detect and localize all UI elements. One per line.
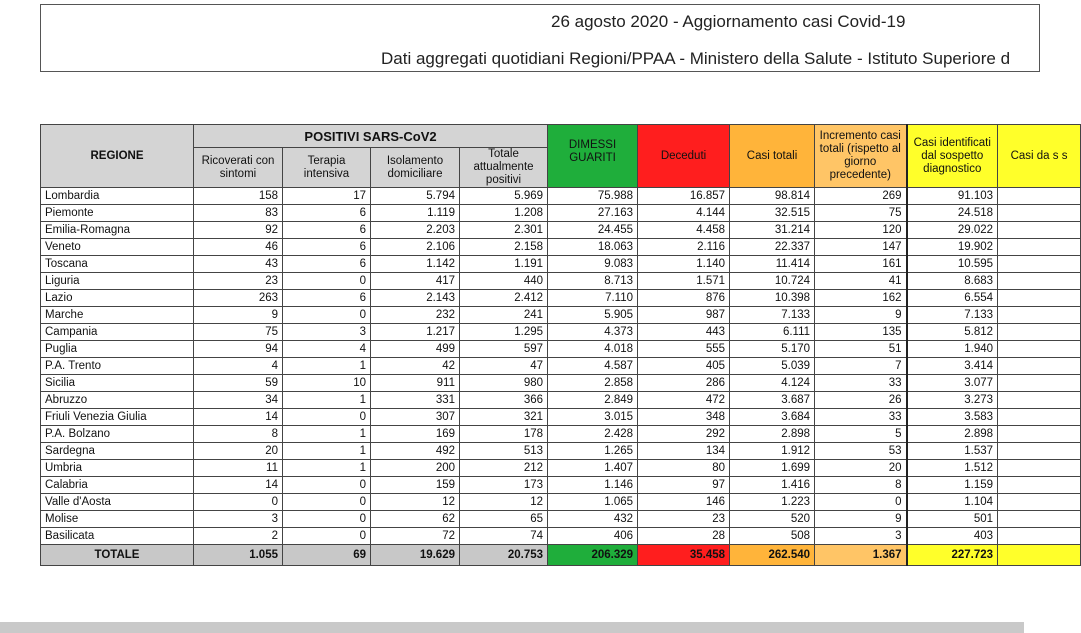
- cell-casi-totali: 10.724: [730, 273, 815, 290]
- cell-casi-totali: 3.687: [730, 392, 815, 409]
- cell-ricoverati: 263: [194, 290, 283, 307]
- cell-dimessi: 3.015: [548, 409, 638, 426]
- cell-ricoverati: 14: [194, 477, 283, 494]
- covid-table-container: [40, 124, 1068, 602]
- cell-deceduti: 97: [638, 477, 730, 494]
- cell-ricoverati: 59: [194, 375, 283, 392]
- cell-deceduti: 1.140: [638, 256, 730, 273]
- cell-totale-positivi: 513: [460, 443, 548, 460]
- table-row: [41, 494, 1081, 511]
- cell-sospetto: 5.812: [907, 324, 998, 341]
- table-row: [41, 528, 1081, 545]
- cell-deceduti: 28: [638, 528, 730, 545]
- cell-totale-positivi: 1.191: [460, 256, 548, 273]
- cell-incremento: 51: [815, 341, 907, 358]
- cell-isolamento: 169: [371, 426, 460, 443]
- cell-sospetto: 10.595: [907, 256, 998, 273]
- cell-terapia: 0: [283, 273, 371, 290]
- cell-regione: P.A. Bolzano: [41, 426, 194, 443]
- cell-isolamento: 159: [371, 477, 460, 494]
- cell-dimessi: 1.407: [548, 460, 638, 477]
- cell-casi-totali: 11.414: [730, 256, 815, 273]
- cell-incremento: 0: [815, 494, 907, 511]
- cell-terapia: 6: [283, 205, 371, 222]
- cell-sospetto: 1.537: [907, 443, 998, 460]
- cell-dimessi: 18.063: [548, 239, 638, 256]
- cell-dimessi: 4.587: [548, 358, 638, 375]
- total-cell-sospetto: 227.723: [907, 545, 998, 566]
- cell-dimessi: 1.065: [548, 494, 638, 511]
- cell-deceduti: 23: [638, 511, 730, 528]
- col-header-deceduti: Deceduti: [638, 125, 730, 188]
- cell-incremento: 26: [815, 392, 907, 409]
- cell-regione: Basilicata: [41, 528, 194, 545]
- cell-deceduti: 134: [638, 443, 730, 460]
- cell-terapia: 6: [283, 290, 371, 307]
- bottom-scroll-strip: [0, 622, 1024, 633]
- cell-dimessi: 406: [548, 528, 638, 545]
- cell-screening: [998, 273, 1081, 290]
- cell-incremento: 5: [815, 426, 907, 443]
- cell-incremento: 162: [815, 290, 907, 307]
- cell-incremento: 120: [815, 222, 907, 239]
- cell-deceduti: 4.458: [638, 222, 730, 239]
- cell-ricoverati: 75: [194, 324, 283, 341]
- col-header-isolamento: Isolamento domiciliare: [371, 148, 460, 188]
- col-header-ricoverati: Ricoverati con sintomi: [194, 148, 283, 188]
- cell-deceduti: 348: [638, 409, 730, 426]
- cell-screening: [998, 222, 1081, 239]
- cell-deceduti: 2.116: [638, 239, 730, 256]
- cell-incremento: 9: [815, 307, 907, 324]
- cell-regione: Lazio: [41, 290, 194, 307]
- cell-deceduti: 876: [638, 290, 730, 307]
- cell-sospetto: 8.683: [907, 273, 998, 290]
- cell-dimessi: 75.988: [548, 188, 638, 205]
- cell-isolamento: 307: [371, 409, 460, 426]
- cell-totale-positivi: 980: [460, 375, 548, 392]
- table-row: [41, 290, 1081, 307]
- cell-dimessi: 2.849: [548, 392, 638, 409]
- cell-ricoverati: 14: [194, 409, 283, 426]
- cell-isolamento: 232: [371, 307, 460, 324]
- cell-totale-positivi: 366: [460, 392, 548, 409]
- total-cell-totale-positivi: 20.753: [460, 545, 548, 566]
- table-row: [41, 341, 1081, 358]
- cell-totale-positivi: 47: [460, 358, 548, 375]
- cell-casi-totali: 1.699: [730, 460, 815, 477]
- cell-casi-totali: 4.124: [730, 375, 815, 392]
- cell-isolamento: 2.203: [371, 222, 460, 239]
- cell-incremento: 7: [815, 358, 907, 375]
- cell-incremento: 75: [815, 205, 907, 222]
- cell-casi-totali: 1.223: [730, 494, 815, 511]
- cell-ricoverati: 0: [194, 494, 283, 511]
- cell-sospetto: 6.554: [907, 290, 998, 307]
- cell-terapia: 3: [283, 324, 371, 341]
- cell-terapia: 0: [283, 477, 371, 494]
- cell-isolamento: 1.119: [371, 205, 460, 222]
- cell-terapia: 6: [283, 222, 371, 239]
- cell-totale-positivi: 74: [460, 528, 548, 545]
- cell-regione: Sardegna: [41, 443, 194, 460]
- table-row: [41, 256, 1081, 273]
- table-row: [41, 443, 1081, 460]
- cell-sospetto: 501: [907, 511, 998, 528]
- cell-regione: Umbria: [41, 460, 194, 477]
- cell-deceduti: 1.571: [638, 273, 730, 290]
- cell-deceduti: 443: [638, 324, 730, 341]
- cell-casi-totali: 32.515: [730, 205, 815, 222]
- cell-ricoverati: 20: [194, 443, 283, 460]
- cell-dimessi: 27.163: [548, 205, 638, 222]
- cell-terapia: 0: [283, 511, 371, 528]
- cell-screening: [998, 528, 1081, 545]
- cell-screening: [998, 307, 1081, 324]
- cell-incremento: 53: [815, 443, 907, 460]
- cell-terapia: 0: [283, 409, 371, 426]
- cell-dimessi: 432: [548, 511, 638, 528]
- cell-isolamento: 72: [371, 528, 460, 545]
- cell-screening: [998, 205, 1081, 222]
- cell-casi-totali: 1.416: [730, 477, 815, 494]
- cell-casi-totali: 3.684: [730, 409, 815, 426]
- cell-sospetto: 19.902: [907, 239, 998, 256]
- cell-dimessi: 2.858: [548, 375, 638, 392]
- cell-deceduti: 405: [638, 358, 730, 375]
- cell-sospetto: 1.159: [907, 477, 998, 494]
- cell-ricoverati: 92: [194, 222, 283, 239]
- cell-ricoverati: 158: [194, 188, 283, 205]
- cell-totale-positivi: 321: [460, 409, 548, 426]
- total-cell-isolamento: 19.629: [371, 545, 460, 566]
- cell-ricoverati: 9: [194, 307, 283, 324]
- cell-terapia: 17: [283, 188, 371, 205]
- cell-dimessi: 4.373: [548, 324, 638, 341]
- cell-screening: [998, 256, 1081, 273]
- cell-screening: [998, 324, 1081, 341]
- cell-incremento: 3: [815, 528, 907, 545]
- table-row: [41, 460, 1081, 477]
- cell-totale-positivi: 65: [460, 511, 548, 528]
- cell-incremento: 269: [815, 188, 907, 205]
- cell-isolamento: 12: [371, 494, 460, 511]
- table-row: [41, 273, 1081, 290]
- cell-isolamento: 1.217: [371, 324, 460, 341]
- cell-sospetto: 1.512: [907, 460, 998, 477]
- table-row: [41, 222, 1081, 239]
- cell-totale-positivi: 2.158: [460, 239, 548, 256]
- col-group-positivi: POSITIVI SARS-CoV2: [194, 125, 548, 148]
- cell-casi-totali: 7.133: [730, 307, 815, 324]
- table-row: [41, 358, 1081, 375]
- cell-deceduti: 292: [638, 426, 730, 443]
- cell-regione: Veneto: [41, 239, 194, 256]
- cell-sospetto: 1.104: [907, 494, 998, 511]
- cell-screening: [998, 375, 1081, 392]
- cell-screening: [998, 239, 1081, 256]
- cell-terapia: 0: [283, 307, 371, 324]
- cell-ricoverati: 3: [194, 511, 283, 528]
- cell-incremento: 20: [815, 460, 907, 477]
- cell-regione: Lombardia: [41, 188, 194, 205]
- cell-screening: [998, 392, 1081, 409]
- cell-deceduti: 80: [638, 460, 730, 477]
- cell-screening: [998, 511, 1081, 528]
- cell-ricoverati: 83: [194, 205, 283, 222]
- table-body: [41, 188, 1081, 566]
- cell-deceduti: 987: [638, 307, 730, 324]
- cell-screening: [998, 477, 1081, 494]
- cell-dimessi: 1.146: [548, 477, 638, 494]
- col-header-sospetto: Casi identificati dal sospetto diagnostico: [907, 125, 998, 188]
- cell-regione: Abruzzo: [41, 392, 194, 409]
- cell-screening: [998, 409, 1081, 426]
- cell-dimessi: 7.110: [548, 290, 638, 307]
- cell-incremento: 147: [815, 239, 907, 256]
- col-header-totale-positivi: Totale attualmente positivi: [460, 148, 548, 188]
- cell-incremento: 9: [815, 511, 907, 528]
- cell-regione: Toscana: [41, 256, 194, 273]
- total-cell-deceduti: 35.458: [638, 545, 730, 566]
- cell-ricoverati: 43: [194, 256, 283, 273]
- cell-totale-positivi: 212: [460, 460, 548, 477]
- table-row: [41, 409, 1081, 426]
- cell-casi-totali: 2.898: [730, 426, 815, 443]
- cell-terapia: 6: [283, 239, 371, 256]
- cell-dimessi: 9.083: [548, 256, 638, 273]
- cell-screening: [998, 188, 1081, 205]
- table-row: [41, 324, 1081, 341]
- cell-isolamento: 331: [371, 392, 460, 409]
- total-cell-screening: [998, 545, 1081, 566]
- table-row: [41, 188, 1081, 205]
- cell-ricoverati: 23: [194, 273, 283, 290]
- cell-casi-totali: 5.039: [730, 358, 815, 375]
- cell-sospetto: 91.103: [907, 188, 998, 205]
- cell-sospetto: 7.133: [907, 307, 998, 324]
- table-row: [41, 205, 1081, 222]
- table-row: [41, 477, 1081, 494]
- cell-dimessi: 4.018: [548, 341, 638, 358]
- cell-ricoverati: 11: [194, 460, 283, 477]
- cell-incremento: 41: [815, 273, 907, 290]
- cell-incremento: 161: [815, 256, 907, 273]
- cell-isolamento: 5.794: [371, 188, 460, 205]
- table-row: [41, 239, 1081, 256]
- cell-terapia: 0: [283, 494, 371, 511]
- col-header-terapia: Terapia intensiva: [283, 148, 371, 188]
- cell-screening: [998, 290, 1081, 307]
- cell-totale-positivi: 597: [460, 341, 548, 358]
- col-header-dimessi: DIMESSI GUARITI: [548, 125, 638, 188]
- cell-sospetto: 24.518: [907, 205, 998, 222]
- cell-incremento: 135: [815, 324, 907, 341]
- cell-dimessi: 1.265: [548, 443, 638, 460]
- report-subtitle: Dati aggregati quotidiani Regioni/PPAA - Ministero della Salute - Istituto Superiore d: [381, 49, 1011, 68]
- report-header: [40, 4, 1040, 72]
- cell-sospetto: 3.583: [907, 409, 998, 426]
- total-cell-casi-totali: 262.540: [730, 545, 815, 566]
- cell-totale-positivi: 12: [460, 494, 548, 511]
- cell-terapia: 1: [283, 443, 371, 460]
- cell-regione: Friuli Venezia Giulia: [41, 409, 194, 426]
- cell-terapia: 4: [283, 341, 371, 358]
- cell-terapia: 10: [283, 375, 371, 392]
- cell-screening: [998, 426, 1081, 443]
- cell-sospetto: 29.022: [907, 222, 998, 239]
- cell-isolamento: 200: [371, 460, 460, 477]
- cell-sospetto: 3.414: [907, 358, 998, 375]
- cell-dimessi: 5.905: [548, 307, 638, 324]
- cell-totale-positivi: 1.295: [460, 324, 548, 341]
- total-cell-incremento: 1.367: [815, 545, 907, 566]
- cell-casi-totali: 31.214: [730, 222, 815, 239]
- cell-isolamento: 911: [371, 375, 460, 392]
- report-title: 26 agosto 2020 - Aggiornamento casi Covid-19: [551, 12, 906, 31]
- cell-isolamento: 62: [371, 511, 460, 528]
- cell-sospetto: 1.940: [907, 341, 998, 358]
- total-cell-dimessi: 206.329: [548, 545, 638, 566]
- cell-screening: [998, 443, 1081, 460]
- cell-totale-positivi: 178: [460, 426, 548, 443]
- cell-isolamento: 2.106: [371, 239, 460, 256]
- cell-terapia: 1: [283, 460, 371, 477]
- cell-ricoverati: 46: [194, 239, 283, 256]
- cell-regione: Sicilia: [41, 375, 194, 392]
- cell-isolamento: 499: [371, 341, 460, 358]
- cell-deceduti: 4.144: [638, 205, 730, 222]
- cell-terapia: 1: [283, 358, 371, 375]
- cell-totale-positivi: 1.208: [460, 205, 548, 222]
- cell-screening: [998, 341, 1081, 358]
- cell-ricoverati: 8: [194, 426, 283, 443]
- cell-casi-totali: 1.912: [730, 443, 815, 460]
- cell-regione: Campania: [41, 324, 194, 341]
- cell-isolamento: 492: [371, 443, 460, 460]
- cell-deceduti: 146: [638, 494, 730, 511]
- cell-totale-positivi: 5.969: [460, 188, 548, 205]
- cell-incremento: 8: [815, 477, 907, 494]
- cell-isolamento: 2.143: [371, 290, 460, 307]
- cell-totale-positivi: 2.412: [460, 290, 548, 307]
- cell-incremento: 33: [815, 375, 907, 392]
- cell-screening: [998, 460, 1081, 477]
- table-row: [41, 375, 1081, 392]
- total-cell-regione: TOTALE: [41, 545, 194, 566]
- cell-isolamento: 42: [371, 358, 460, 375]
- cell-sospetto: 403: [907, 528, 998, 545]
- cell-sospetto: 3.273: [907, 392, 998, 409]
- cell-casi-totali: 6.111: [730, 324, 815, 341]
- cell-casi-totali: 5.170: [730, 341, 815, 358]
- cell-sospetto: 2.898: [907, 426, 998, 443]
- cell-casi-totali: 22.337: [730, 239, 815, 256]
- col-header-screening: Casi da s s: [998, 125, 1081, 188]
- cell-ricoverati: 94: [194, 341, 283, 358]
- cell-deceduti: 555: [638, 341, 730, 358]
- cell-isolamento: 417: [371, 273, 460, 290]
- total-cell-terapia: 69: [283, 545, 371, 566]
- cell-ricoverati: 2: [194, 528, 283, 545]
- covid-table: [40, 124, 1081, 566]
- cell-regione: Piemonte: [41, 205, 194, 222]
- cell-regione: Molise: [41, 511, 194, 528]
- cell-sospetto: 3.077: [907, 375, 998, 392]
- cell-totale-positivi: 440: [460, 273, 548, 290]
- cell-regione: Puglia: [41, 341, 194, 358]
- cell-casi-totali: 508: [730, 528, 815, 545]
- cell-deceduti: 286: [638, 375, 730, 392]
- cell-totale-positivi: 2.301: [460, 222, 548, 239]
- cell-screening: [998, 358, 1081, 375]
- cell-terapia: 0: [283, 528, 371, 545]
- col-header-incremento: Incremento casi totali (rispetto al giorno precedente): [815, 125, 907, 188]
- cell-regione: Calabria: [41, 477, 194, 494]
- cell-casi-totali: 520: [730, 511, 815, 528]
- table-row: [41, 392, 1081, 409]
- cell-incremento: 33: [815, 409, 907, 426]
- cell-regione: Marche: [41, 307, 194, 324]
- cell-dimessi: 2.428: [548, 426, 638, 443]
- table-row: [41, 511, 1081, 528]
- cell-isolamento: 1.142: [371, 256, 460, 273]
- col-header-regione: REGIONE: [41, 125, 194, 188]
- cell-deceduti: 472: [638, 392, 730, 409]
- cell-dimessi: 24.455: [548, 222, 638, 239]
- cell-terapia: 1: [283, 426, 371, 443]
- cell-casi-totali: 98.814: [730, 188, 815, 205]
- cell-casi-totali: 10.398: [730, 290, 815, 307]
- total-row: [41, 545, 1081, 566]
- cell-dimessi: 8.713: [548, 273, 638, 290]
- cell-totale-positivi: 241: [460, 307, 548, 324]
- cell-terapia: 6: [283, 256, 371, 273]
- table-row: [41, 426, 1081, 443]
- total-cell-ricoverati: 1.055: [194, 545, 283, 566]
- cell-deceduti: 16.857: [638, 188, 730, 205]
- cell-screening: [998, 494, 1081, 511]
- table-row: [41, 307, 1081, 324]
- cell-regione: Valle d'Aosta: [41, 494, 194, 511]
- cell-ricoverati: 34: [194, 392, 283, 409]
- cell-regione: P.A. Trento: [41, 358, 194, 375]
- cell-ricoverati: 4: [194, 358, 283, 375]
- cell-regione: Liguria: [41, 273, 194, 290]
- cell-regione: Emilia-Romagna: [41, 222, 194, 239]
- col-header-casi-totali: Casi totali: [730, 125, 815, 188]
- cell-terapia: 1: [283, 392, 371, 409]
- cell-totale-positivi: 173: [460, 477, 548, 494]
